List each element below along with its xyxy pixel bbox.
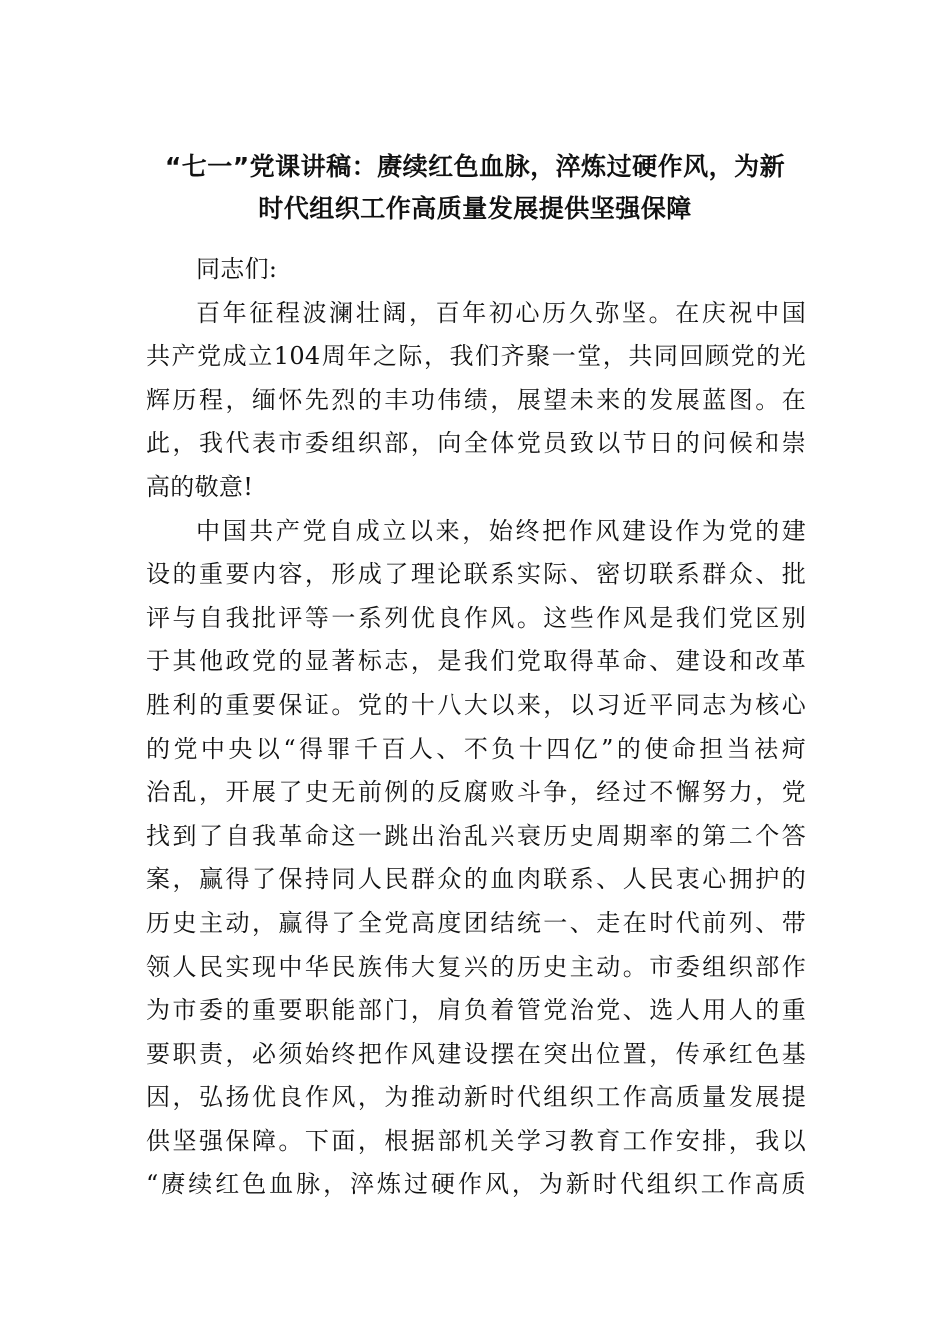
paragraph-1 bbox=[146, 292, 806, 510]
paragraph-line: 的党中央以“得罪千百人、不负十四亿”的使命担当祛疴 bbox=[146, 734, 806, 763]
salutation-text: 同志们: bbox=[196, 255, 278, 283]
paragraph-line: 此，我代表市委组织部，向全体党员致以节日的问候和崇 bbox=[146, 429, 806, 458]
paragraph-line: 胜利的重要保证。党的十八大以来，以习近平同志为核心 bbox=[146, 690, 806, 719]
paragraph-line: 评与自我批评等一系列优良作风。这些作风是我们党区别 bbox=[146, 603, 806, 632]
paragraph-line: 辉历程，缅怀先烈的丰功伟绩，展望未来的发展蓝图。在 bbox=[146, 385, 806, 414]
paragraph-line: 因，弘扬优良作风，为推动新时代组织工作高质量发展提 bbox=[146, 1083, 806, 1112]
title-line-1: “七一”党课讲稿：赓续红色血脉，淬炼过硬作风，为新 bbox=[164, 152, 786, 181]
paragraph-line: 设的重要内容，形成了理论联系实际、密切联系群众、批 bbox=[146, 560, 806, 589]
document-body bbox=[146, 248, 806, 1207]
paragraph-line: 高的敬意! bbox=[146, 472, 254, 501]
salutation bbox=[146, 248, 806, 292]
paragraph-line: “赓续红色血脉，淬炼过硬作风，为新时代组织工作高质 bbox=[146, 1170, 806, 1199]
paragraph-line: 历史主动，赢得了全党高度团结统一、走在时代前列、带 bbox=[146, 908, 806, 937]
paragraph-2 bbox=[146, 510, 806, 1208]
document-title bbox=[140, 146, 810, 230]
paragraph-line: 中国共产党自成立以来，始终把作风建设作为党的建 bbox=[196, 516, 806, 545]
paragraph-line: 领人民实现中华民族伟大复兴的历史主动。市委组织部作 bbox=[146, 952, 806, 981]
paragraph-line: 共产党成立104周年之际，我们齐聚一堂，共同回顾党的光 bbox=[146, 342, 806, 371]
paragraph-line: 找到了自我革命这一跳出治乱兴衰历史周期率的第二个答 bbox=[146, 821, 806, 850]
title-line-2: 时代组织工作高质量发展提供坚强保障 bbox=[258, 194, 692, 223]
paragraph-line: 案，赢得了保持同人民群众的血肉联系、人民衷心拥护的 bbox=[146, 865, 806, 894]
paragraph-line: 要职责，必须始终把作风建设摆在突出位置，传承红色基 bbox=[146, 1039, 806, 1068]
paragraph-line: 为市委的重要职能部门，肩负着管党治党、选人用人的重 bbox=[146, 996, 806, 1025]
paragraph-line: 百年征程波澜壮阔，百年初心历久弥坚。在庆祝中国 bbox=[196, 298, 806, 327]
paragraph-line: 于其他政党的显著标志，是我们党取得革命、建设和改革 bbox=[146, 647, 806, 676]
paragraph-line: 治乱，开展了史无前例的反腐败斗争，经过不懈努力，党 bbox=[146, 778, 806, 807]
paragraph-line: 供坚强保障。下面，根据部机关学习教育工作安排，我以 bbox=[146, 1126, 806, 1155]
